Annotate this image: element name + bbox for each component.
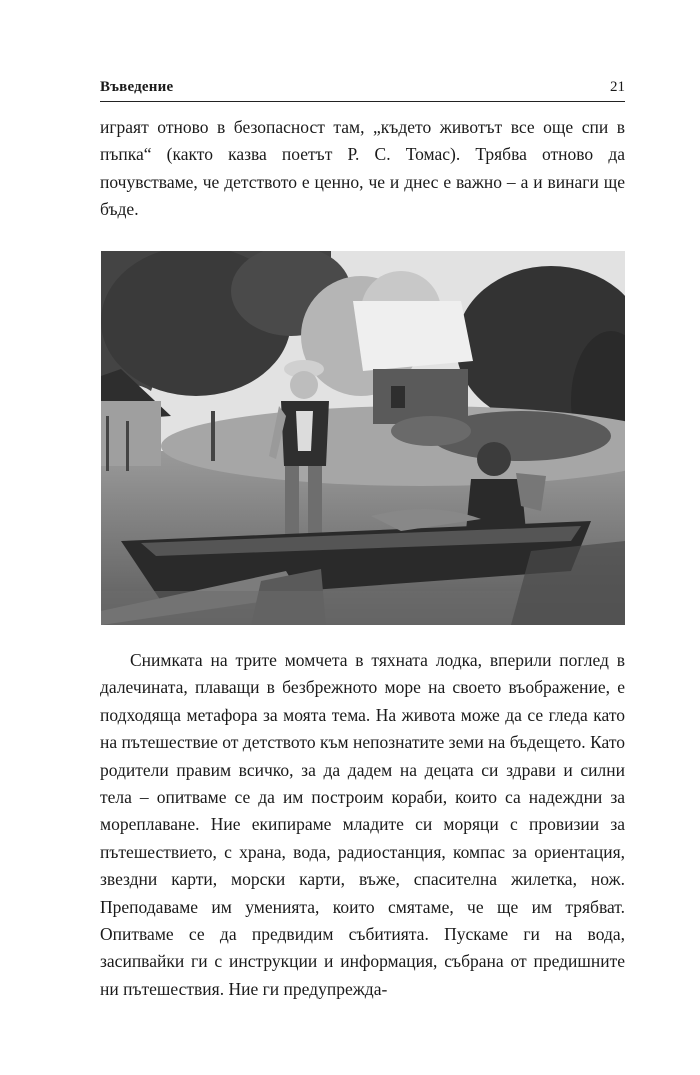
boys-in-boat-photo (101, 251, 625, 625)
running-header (100, 74, 625, 96)
section-title: Въведение (100, 79, 174, 95)
page-number: 21 (610, 79, 625, 95)
paragraph-2: Снимката на трите момчета в тяхната лодка, вперили поглед в далечината, плаващи в безбрежното море на своето въображение, е подходяща метафора за моята тема. На живота може да се гледа като на пътешествие от детството към непознатите земи на бъдещето. Като родители правим всичко, за да дадем на децата си здрави и силни тела – опитваме се да им построим кораби, които са надеждни за мореплаване. Ние екипираме младите си моряци с провизии за пътешествието, с храна, вода, радиостанция, компас за ориентация, звездни карти, морски карти, въже, спасителна жилетка, нож. Преподаваме им уменията, които смятаме, че ще им трябват. Опитваме се да предвидим събитията. Пускаме ги на вода, засипвайки ги с инструкции и информация, събрана от предишните ни пътешествия. Ние ги предупрежда- (100, 650, 625, 999)
paragraph-1: играят отново в безопасност там, „където животът все още спи в пъпка“ (както казва поетът Р. С. Томас). Трябва отново да почувстваме, че детството е ценно, че и днес е важно – а и винаги ще бъде. (100, 117, 625, 220)
header-rule (100, 101, 625, 102)
